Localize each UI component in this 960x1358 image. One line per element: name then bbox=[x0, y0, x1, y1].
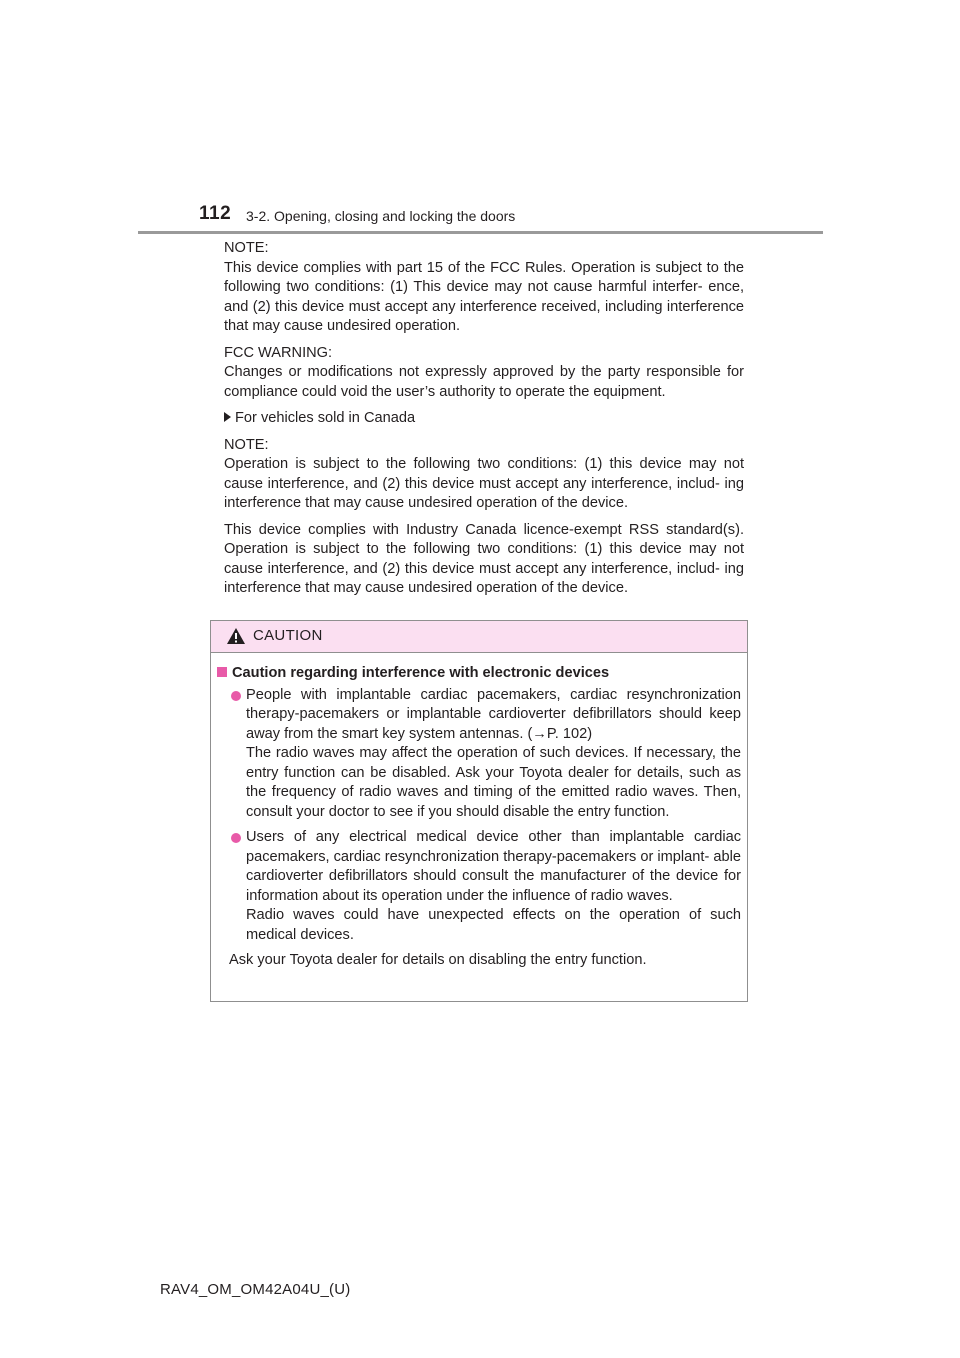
fcc-note bbox=[224, 239, 744, 337]
canada-note-text: Operation is subject to the following two conditions: (1) this device may not cause interference, and (2) this device must accept any interference, includ- ing interference that may cause undesired operation of the device. bbox=[224, 456, 744, 511]
caution-item1-text: People with implantable cardiac pacemakers, cardiac resynchronization therapy-pacemakers or implantable cardioverter defibrillators should keep away from the smart key system antennas. (→P. 102) bbox=[246, 686, 741, 742]
fcc-warning bbox=[224, 344, 744, 403]
circle-bullet-icon bbox=[231, 691, 241, 701]
caution-item-pacemakers bbox=[217, 686, 741, 823]
fcc-warning-text: Changes or modifications not expressly approved by the party responsible for compliance could void the user’s authority to operate the equipment. bbox=[224, 364, 744, 400]
square-bullet-icon bbox=[217, 667, 227, 677]
caution-item-medical-devices bbox=[217, 828, 741, 945]
page-number: 112 bbox=[199, 203, 232, 224]
header-rule bbox=[138, 231, 823, 234]
canada-heading bbox=[224, 409, 744, 429]
canada-rss-text: This device complies with Industry Canada licence-exempt RSS standard(s). Operation is subject to the following two conditions: (1) this device may not cause interference, and (2) this device must accept any interference, includ- ing interference that may cause undesired operation of the device. bbox=[224, 521, 744, 596]
main-content bbox=[224, 239, 744, 606]
document-id: RAV4_OM_OM42A04U_(U) bbox=[160, 1281, 351, 1298]
caution-body bbox=[211, 653, 747, 971]
caution-item2-followup: Radio waves could have unexpected effects on the operation of such medical devices. bbox=[246, 907, 741, 943]
caution-heading bbox=[217, 664, 741, 684]
canada-rss bbox=[224, 521, 744, 599]
caution-item1-followup: The radio waves may affect the operation of such devices. If necessary, the entry function can be disabled. Ask your Toyota dealer for details, such as the frequency of radio waves and timing of the emitted radio waves. Then, consult your doctor to see if you should disable the entry function. bbox=[246, 745, 741, 820]
canada-note bbox=[224, 436, 744, 514]
fcc-note-text: This device complies with part 15 of the FCC Rules. Operation is subject to the following two conditions: (1) This device may not cause harmful interfer- ence, and (2) this device must accept any interference received, including interference that may cause undesired operation. bbox=[224, 259, 744, 334]
canada-heading-text: For vehicles sold in Canada bbox=[235, 410, 416, 426]
canada-note-label: NOTE: bbox=[224, 436, 269, 453]
fcc-warning-label: FCC WARNING: bbox=[224, 344, 333, 361]
triangle-bullet-icon bbox=[224, 412, 231, 422]
caution-item2-text: Users of any electrical medical device other than implantable cardiac pacemakers, cardiac resynchronization therapy-pacemakers or implant- able cardioverter defibrillators should consult the manufacturer of the device for information about its operation under the influence of radio waves. bbox=[246, 829, 741, 904]
caution-final: Ask your Toyota dealer for details on disabling the entry function. bbox=[229, 952, 647, 968]
caution-box bbox=[210, 620, 748, 1002]
fcc-note-label: NOTE: bbox=[224, 240, 269, 256]
warning-triangle-icon bbox=[226, 627, 246, 645]
circle-bullet-icon bbox=[231, 833, 241, 843]
caution-title: CAUTION bbox=[253, 627, 323, 644]
section-title: 3-2. Opening, closing and locking the doors bbox=[246, 208, 516, 224]
caution-header bbox=[211, 621, 747, 653]
caution-heading-text: Caution regarding interference with electronic devices bbox=[232, 665, 610, 681]
